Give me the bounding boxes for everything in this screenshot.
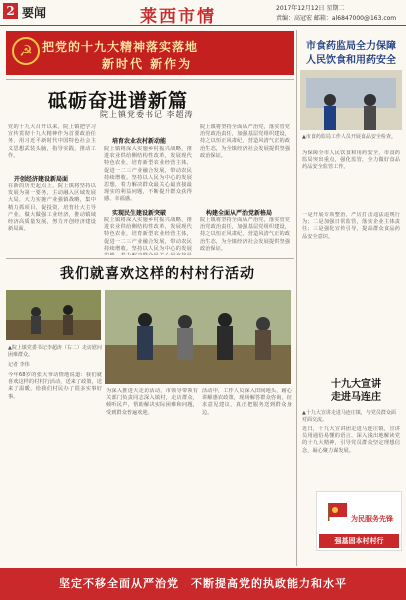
field-photo-left [6, 290, 101, 340]
promo-ad-title: 为民服务先锋 [351, 515, 393, 523]
right-photo [300, 70, 402, 130]
right-headline-line-2: 人民饮食和用药安全 [306, 55, 396, 66]
divider [6, 79, 294, 80]
banner [6, 31, 294, 75]
right-story-text: 近日，十九大宣讲团走进马连庄镇，宣讲员用通俗易懂的语言，深入浅出地解读党的十九大精神，引导党员群众坚定理想信念，凝心聚力谋发展。 [302, 426, 400, 454]
article-text-col1b: 在新的历史起点上，院上镇将坚持以发展为第一要务，主动融入区域发展大局，大力实施产业强镇战略，集中精力抓项目、促投资，培育壮大主导产业，做大做强工业经济，推动镇域经济高质量发展，努力开创经济建设新局面。 [8, 183, 96, 233]
section-name: 要闻 [22, 6, 47, 20]
story2-title: 我们就喜欢这样的村村行活动 [60, 266, 255, 282]
right-article-text-1: 为保障全市人民饮食和用药安全，市食药监局突出重点，强化监管，全力做好食品药品安全监管工作。 [302, 150, 400, 171]
page-number: 2 [3, 3, 18, 19]
issue-date: 2017年12月12日 星期二 [276, 5, 345, 12]
right-photo-caption: ▲市食药监局工作人员开展食品安全检查。 [302, 134, 396, 140]
banner-line-1: 把党的十九大精神落实落地 [42, 40, 199, 54]
main-photo [105, 290, 291, 384]
banner-line-2: 新时代 新作为 [102, 57, 193, 71]
newspaper-name: 莱西市情 [140, 7, 216, 27]
right-story-caption: ▲十九大宣讲走进马连庄镇，与党员群众面对面交流。 [302, 410, 396, 423]
subheading-party: 构建全面从严治党新格局 [206, 210, 273, 217]
story2-text-col2: 为深入推进大走访活动，市领导带领有关部门负责同志深入镇村，走访群众，倾听民声，帮助解决实际困难和问题，受到群众普遍欢迎。 [106, 388, 198, 416]
right-story-title-2: 走进马连庄 [331, 392, 381, 403]
subheading-livelihood: 实现民生建设新突破 [112, 210, 167, 217]
article-text-col1a: 党的十九大召开以来，院上镇把学习宣传贯彻十九大精神作为首要政治任务，用习近平新时代中国特色社会主义思想武装头脑，指导实践，推动工作。 [8, 124, 96, 159]
editor-line: 责编：高冠宏 邮箱：al6847000@163.com [276, 15, 397, 22]
divider [6, 258, 294, 259]
subheading-economy: 开创经济建设新局面 [14, 176, 69, 183]
right-story-title-1: 十九大宣讲 [331, 379, 381, 390]
promo-ad [316, 491, 402, 551]
article-title: 砥砺奋进谱新篇 [48, 90, 189, 112]
party-flag-icon [327, 500, 349, 522]
subheading-agriculture: 培育农业农村新动能 [112, 138, 167, 145]
footer-slogan: 坚定不移全面从严治党 不断提高党的执政能力和水平 [0, 568, 406, 600]
page-header [0, 0, 406, 26]
photo-caption: ▲院上镇党委书记李超涛（右二）走访慰问困难群众。 [8, 345, 102, 358]
article-text-col3: 院上镇将坚持全面从严治党，落实管党治党政治责任，加强基层党组织建设，持之以恒正风肃纪，营造风清气正的政治生态，为全镇经济社会发展提供坚强政治保证。 [200, 124, 290, 159]
column-divider [296, 30, 297, 566]
story2-text-col3: 活动中，工作人员深入田间地头，耐心讲解惠农政策，现场解答群众咨询，征求意见建议，真正把服务送到群众身边。 [202, 388, 292, 416]
right-headline-line-1: 市食药监局全力保障 [306, 41, 396, 52]
right-article-text-2: 一是开展专项整治，严厉打击违法违规行为；二是加强日常监管，落实企业主体责任；三是强化宣传引导，提高群众食品药品安全意识。 [302, 212, 400, 240]
article-text-col2: 院上镇将深入实施乡村振兴战略，推进农业供给侧结构性改革，发展现代特色农业，培育新型农业经营主体，促进一二三产业融合发展，带动农民持续增收。坚持以人民为中心的发展思想，着力解决群众最关心最直接最现实的利益问题，不断提升群众获得感、幸福感。 [104, 146, 192, 202]
right-story-title [316, 378, 396, 404]
article-byline: 院上镇党委书记 李超涛 [100, 110, 194, 119]
story2-credit: 记者 李伟 [8, 362, 30, 368]
article-text-col3b: 院上镇将坚持全面从严治党，落实管党治党政治责任，加强基层党组织建设，持之以恒正风肃纪，营造风清气正的政治生态，为全镇经济社会发展提供坚强政治保证。 [200, 217, 290, 252]
story2-text-col1: 今年68岁的张大爷动情地说道：我们就喜欢这样的村村行活动，送来了政策，送来了温暖，给我们村民办了很多实事好事。 [8, 372, 102, 400]
article-text-col2b: 院上镇将深入实施乡村振兴战略，推进农业供给侧结构性改革，发展现代特色农业，培育新型农业经营主体，促进一二三产业融合发展，带动农民持续增收。坚持以人民为中心的发展 [104, 217, 192, 252]
right-headline [300, 40, 402, 68]
promo-ad-slogan: 强基固本村村行 [319, 534, 399, 548]
party-emblem-icon: ☭ [12, 37, 40, 65]
